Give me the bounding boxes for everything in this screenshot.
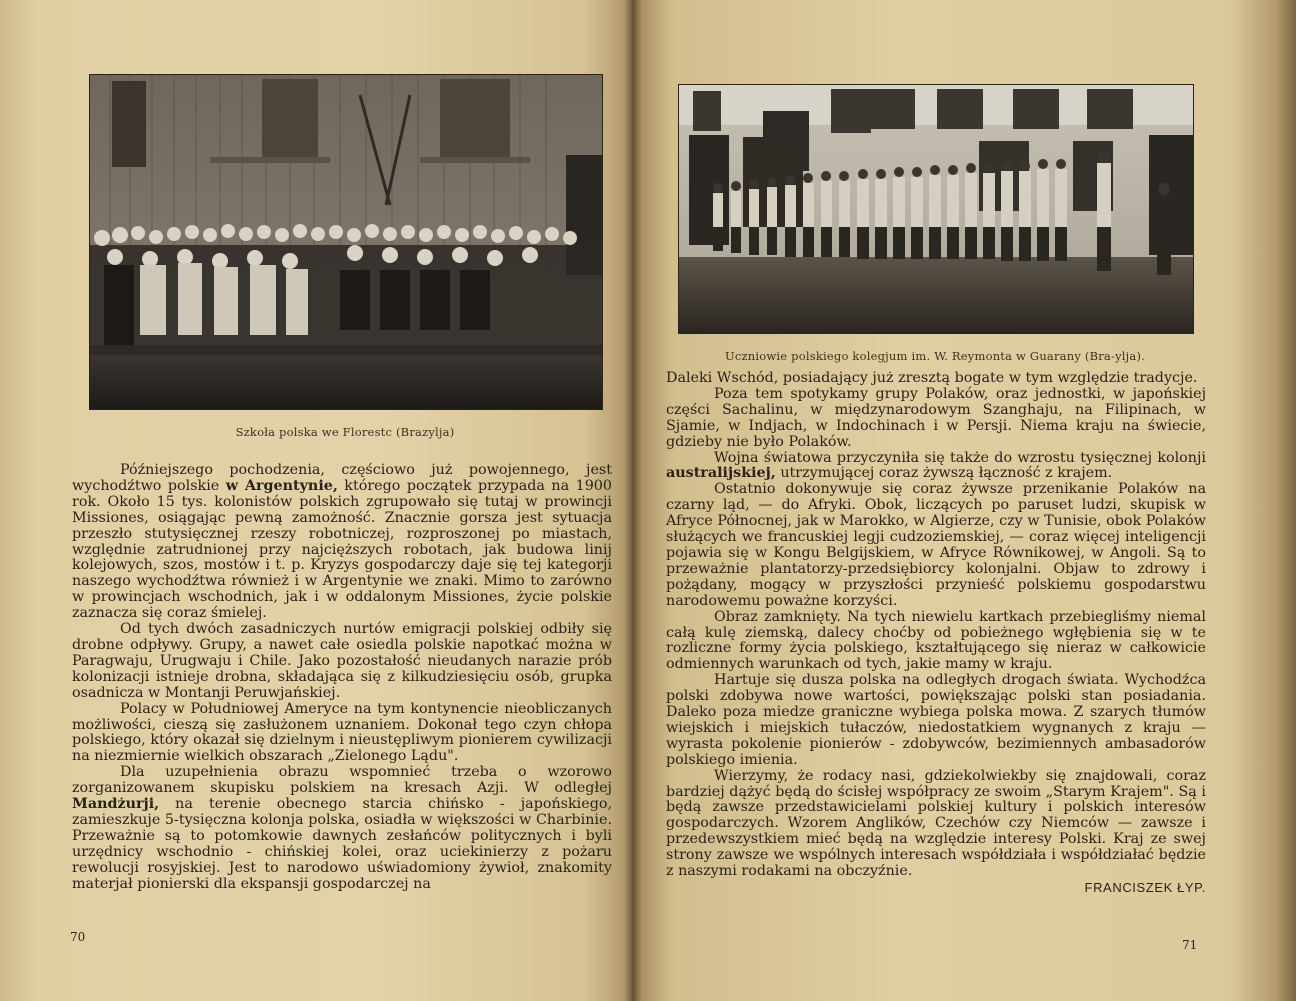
college-students-photo (678, 84, 1194, 334)
left-body-text (72, 463, 612, 892)
left-paragraph-1: Późniejszego pochodzenia, częściowo już powojennego, jest wychodźtwo polskie w Argentynie, którego początek przypada na 1900 rok. Około 15 tys. kolonistów polskich zgrupowało się tutaj w prowincji Missiones, osiągając pewną zamożność. Znacznie gorsza jest sytuacja przeszło stutysięcznej rzeszy robotniczej, rozproszonej po miastach, względnie zatrudnionej przy najcięższych robotach, jak budowa linij kolejowych, szos, mostów i t. p. Kryzys gospodarczy daje się tej kategorji naszego wychodźtwa również i w Argentynie we znaki. Mimo to zarówno w prowincjach wschodnich, jak i w oddalonym Missiones, życie polskie zaznacza się coraz śmielej. (72, 462, 612, 622)
right-paragraph-7: Wierzymy, że rodacy nasi, gdziekolwiekby się znajdowali, coraz bardziej dążyć będą do ścisłej współpracy ze swoim „Starym Krajem". Są i będą zawsze przedstawicielami polskiej kultury i polskich interesów gospodarczych. Wzorem Anglików, Czechów czy Niemców — zawsze i przedewszystkiem mieć będą na względzie interesy Polski. Kraj ze swej strony zawsze we wspólnych interesach współdziała i współdziałać będzie z naszymi rodakami na obczyźnie. (666, 767, 1206, 880)
bold-term: w Argentynie, (225, 477, 338, 494)
right-paragraph-5: Obraz zamknięty. Na tych niewielu kartkach przebiegliśmy niemal całą kulę ziemską, dalecy choćby od pobieżnego wgłębienia się w te rozliczne formy życia polskiego, kształtującego się nieraz w całkowicie odmiennych warunkach od tych, jakie mamy w kraju. (666, 608, 1206, 673)
bold-term: australijskiej, (666, 465, 776, 482)
left-paragraph-2: Od tych dwóch zasadniczych nurtów emigracji polskiej odbiły się drobne odpływy. Grupy, a nawet całe osiedla polskie napotkać można w Paragwaju, Urugwaju i Chile. Jako pozostałość nieudanych narazie prób kolonizacji istnieje drobna, składająca się z kilkudziesięciu osób, grupka osadnicza w Montanji Peruwjańskiej. (72, 621, 612, 701)
right-paragraph-4: Ostatnio dokonywuje się coraz żywsze przenikanie Polaków na czarny ląd, — do Afryki. Obok, liczących po paruset ludzi, skupisk w Afryce Północnej, jak w Marokko, w Algierze, czy w Tunisie, obok Polaków służących we francuskiej legji cudzoziemskiej, — coraz więcej inteligencji pojawia się w Kongu Belgijskiem, w Afryce Równikowej, w Angoli. Są to przeważnie plantatorzy-przedsiębiorcy kolonjalni. Objaw to zdrowy i pożądany, mogący w przyszłości przynieść polskiemu gospodarstwu narodowemu poważne korzyści. (666, 481, 1206, 609)
left-paragraph-4: Dla uzupełnienia obrazu wspomnieć trzeba o wzorowo zorganizowanem skupisku polskiem na kresach Azji. W odległej Mandżurji, na terenie obecnego starcia chińsko - japońskiego, zamieszkuje 5-tysięczna kolonja polska, osiadła w większości w Charbinie. Przeważnie są to potomkowie dawnych zesłańców politycznych i byli urzędnicy wschodnio - chińskiej kolei, oraz uciekinierzy z pożaru rewolucji rosyjskiej. Jest to narodowo uświadomiony żywioł, znakomity materjał pionierski dla ekspansji gospodarczej na (72, 764, 612, 892)
bold-term: Mandżurji, (72, 796, 160, 813)
left-paragraph-3: Polacy w Południowej Ameryce na tym kontynencie nieobliczanych możliwości, cieszą się zasłużonem uznaniem. Dokonał tego czyn chłopa polskiego, który okazał się dzielnym i nieustępliwym pionierem cywilizacji na niezmiernie wielkich obszarach „Zielonego Lądu". (72, 700, 612, 765)
right-paragraph-3: Wojna światowa przyczyniła się także do wzrostu tysięcznej kolonji australijskiej, utrzymującej coraz żywszą łączność z krajem. (666, 449, 1206, 482)
page-number-right: 71 (1182, 938, 1198, 952)
school-photo-caption: Szkoła polska we Florestc (Brazylja) (235, 425, 455, 439)
college-photo-caption: Uczniowie polskiego kolegjum im. W. Reymonta w Guarany (Bra-ylja). (724, 349, 1146, 363)
page-number-left: 70 (70, 930, 86, 944)
college-students-photo-image (679, 85, 1193, 333)
left-page (0, 0, 636, 1001)
right-paragraph-1: Daleki Wschód, posiadający już zresztą bogate w tym względzie tradycje. (666, 370, 1198, 386)
right-body-text (666, 371, 1206, 896)
right-page (632, 0, 1296, 1001)
author-signature: FRANCISZEK ŁYP. (1084, 880, 1206, 895)
right-paragraph-6: Hartuje się dusza polska na odległych drogach świata. Wychodźca polski zdobywa nowe wartości, powiększając polski stan posiadania. Daleko poza miedze graniczne wybiega polska mowa. Z szarych tłumów wiejskich i miejskich tułaczów, niedostatkiem wygnanych z kraju — wyrasta pokolenie pionierów - zdobywców, bezimiennych ambasadorów polskiego imienia. (666, 672, 1206, 768)
right-paragraph-2: Poza tem spotykamy grupy Polaków, oraz jednostki, w japońskiej części Sachalinu, w międzynarodowym Szanghaju, na Filipinach, w Sjamie, w Indjach, w Indochinach i w Persji. Niema kraju na świecie, gdzieby nie było Polaków. (666, 385, 1206, 450)
school-photo-image (90, 75, 602, 409)
book-gutter (624, 0, 642, 1001)
school-photo (89, 74, 603, 410)
